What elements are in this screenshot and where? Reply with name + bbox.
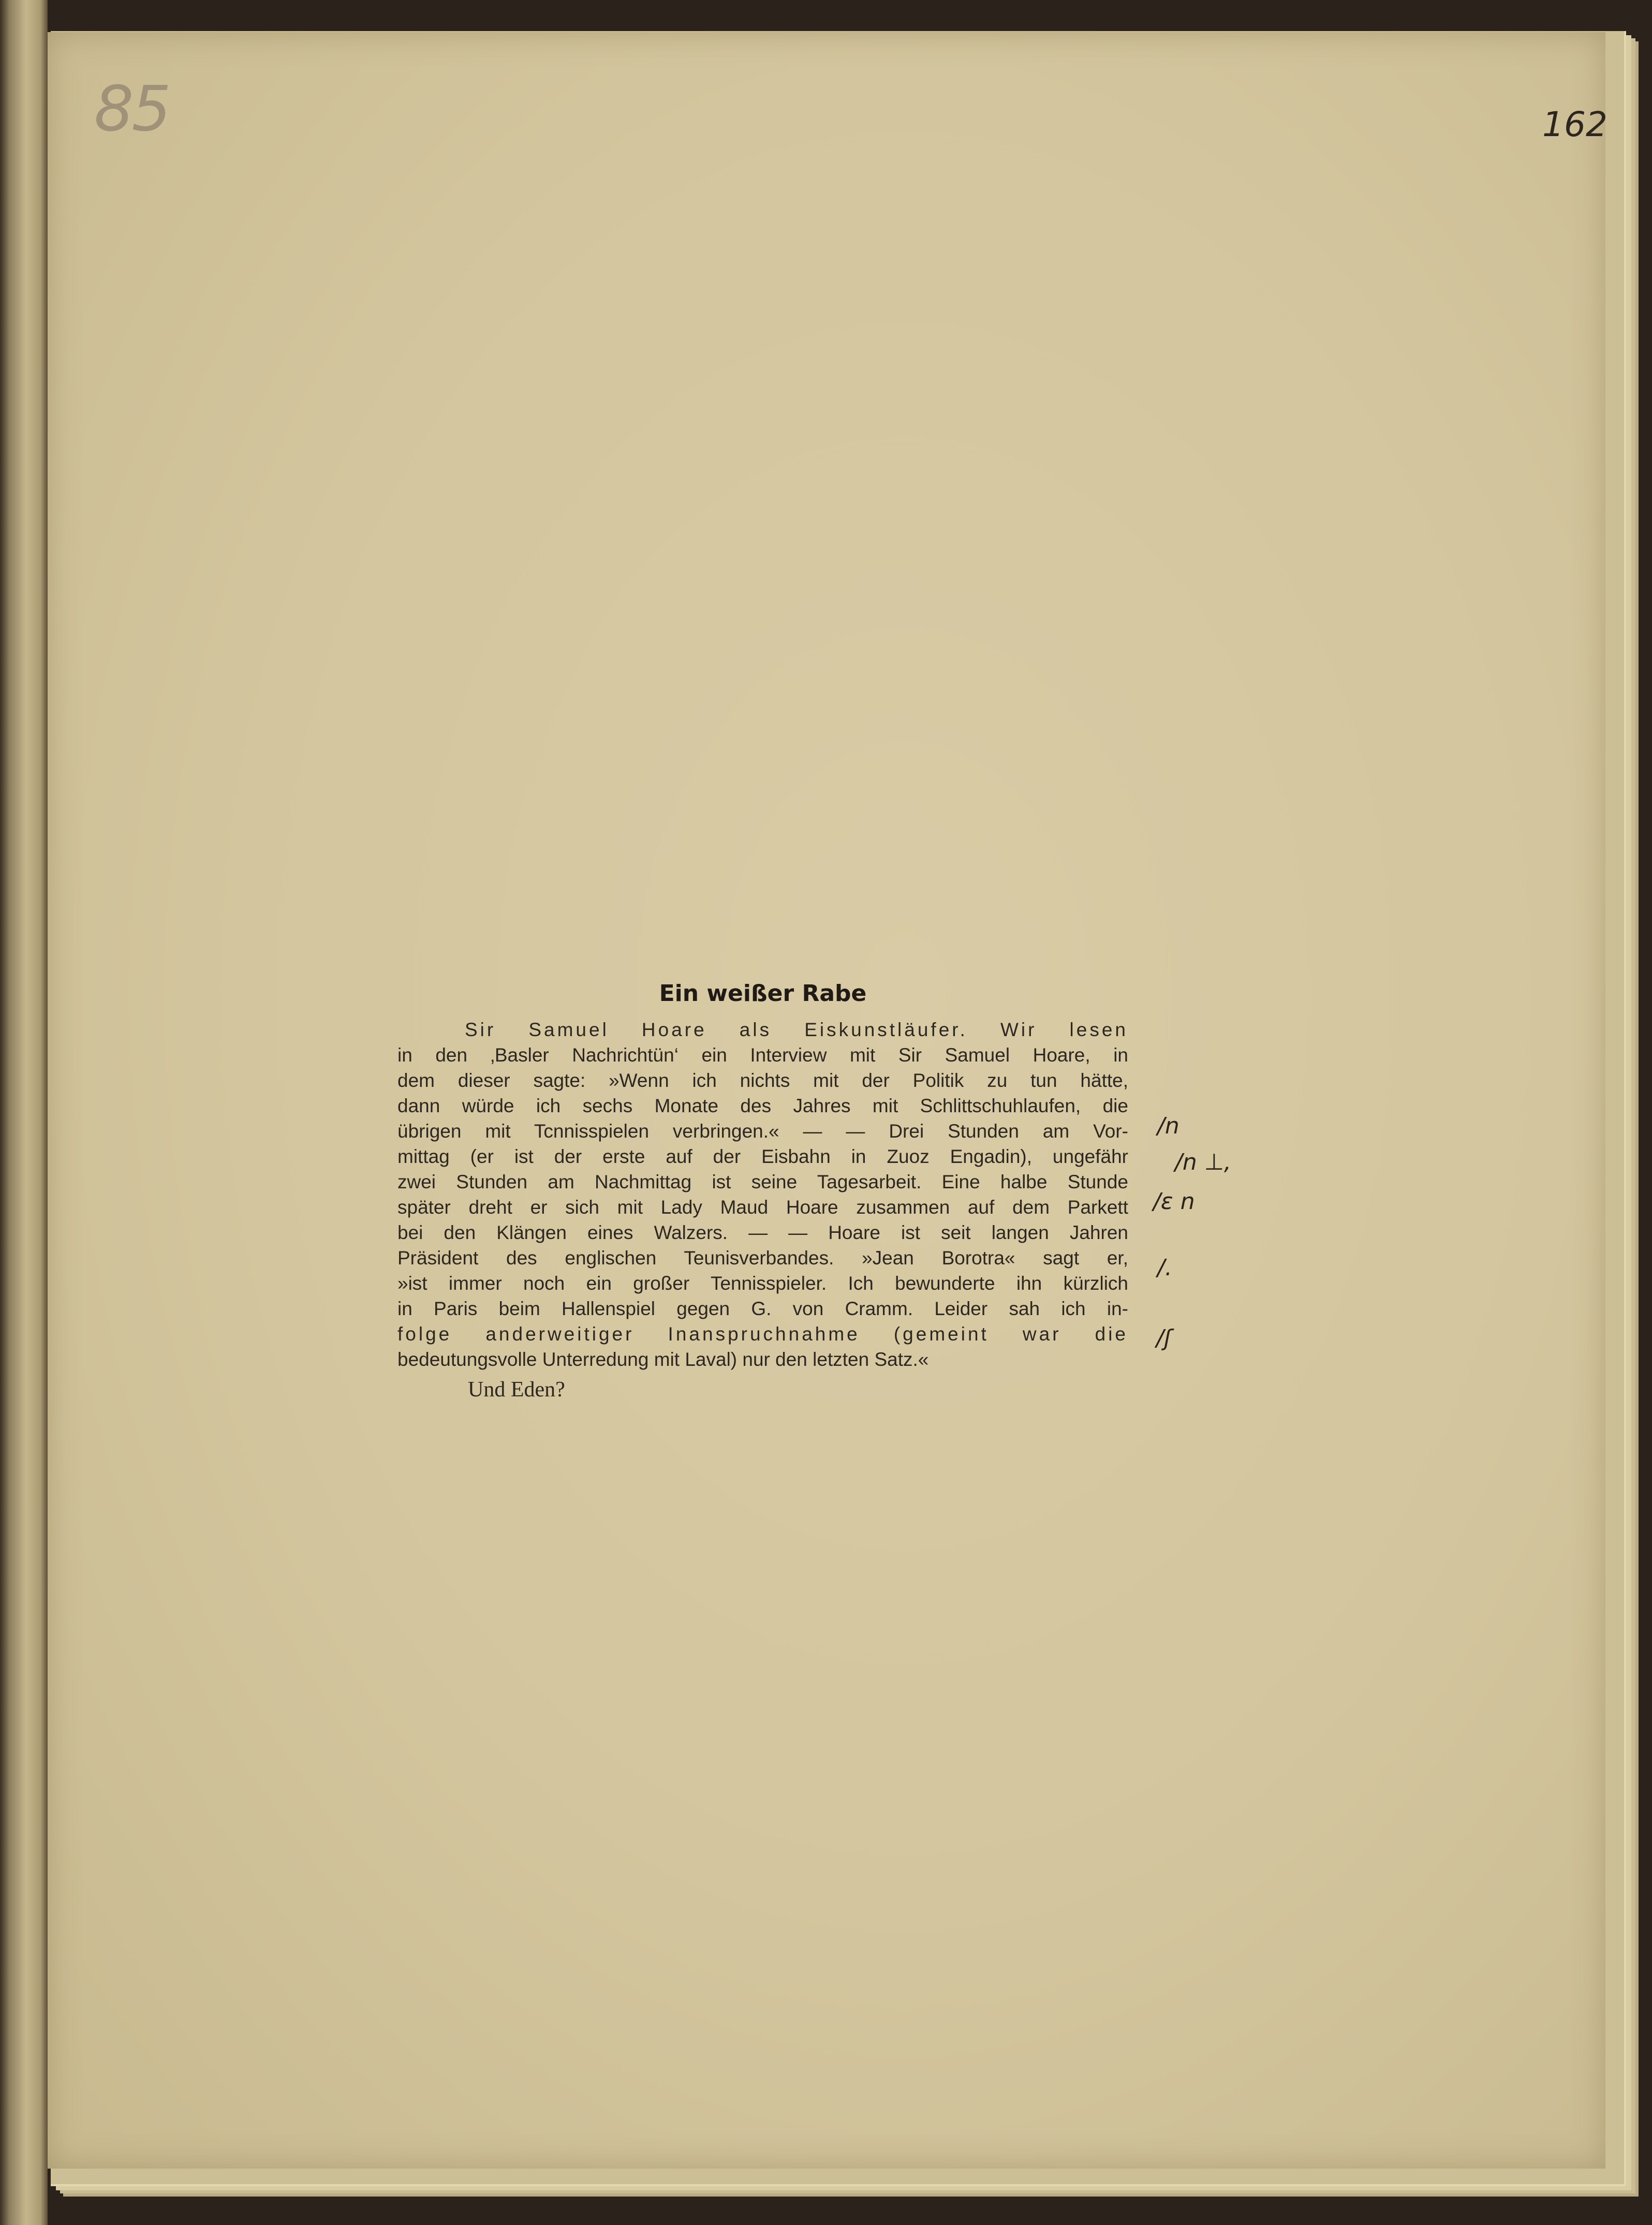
margin-note: /ʃ [1156,1325,1172,1351]
book-binding [0,0,48,2225]
pencil-mark: 85 [94,73,169,145]
article [397,980,1128,1404]
article-line: zwei Stunden am Nachmittag ist seine Tagesarbeit. Eine halbe Stunde [397,1171,1128,1192]
article-line: dem dieser sagte: »Wenn ich nichts mit der Politik zu tun hätte, [397,1070,1128,1091]
article-line: mittag (er ist der erste auf der Eisbahn in Zuoz Engadin), ungefähr [397,1146,1128,1167]
margin-note: /ɛ n [1153,1188,1195,1215]
article-line: dann würde ich sechs Monate des Jahres mit Schlittschuhlaufen, die [397,1095,1128,1116]
article-closing: Und Eden? [468,1378,565,1402]
margin-note: /n [1157,1113,1179,1139]
article-title: Ein weißer Rabe [659,980,867,1007]
article-line: Präsident des englischen Teunisverbandes. »Jean Borotra« sagt er, [397,1247,1128,1269]
article-line: in Paris beim Hallenspiel gegen G. von Cramm. Leider sah ich in- [397,1298,1128,1319]
article-line: »ist immer noch ein großer Tennisspieler. Ich bewunderte ihn kürzlich [397,1273,1128,1294]
article-line: bedeutungsvolle Unterredung mit Laval) nur den letzten Satz.« [397,1349,929,1370]
article-line: in den ‚Basler Nachrichtün‘ ein Interview mit Sir Samuel Hoare, in [397,1044,1128,1066]
article-line: übrigen mit Tcnnisspielen verbringen.« — — Drei Stunden am Vor- [397,1121,1128,1142]
article-line: später dreht er sich mit Lady Maud Hoare zusammen auf dem Parkett [397,1197,1128,1218]
article-line: folge anderweitiger Inanspruchnahme (gemeint war die [397,1323,1128,1345]
article-line: Sir Samuel Hoare als Eiskunstläufer. Wir lesen [465,1019,1128,1040]
margin-note: /. [1157,1255,1172,1281]
page-number: 162 [1542,105,1607,144]
margin-note: /n ⊥, [1175,1149,1232,1175]
article-line: bei den Klängen eines Walzers. — — Hoare ist seit langen Jahren [397,1222,1128,1243]
